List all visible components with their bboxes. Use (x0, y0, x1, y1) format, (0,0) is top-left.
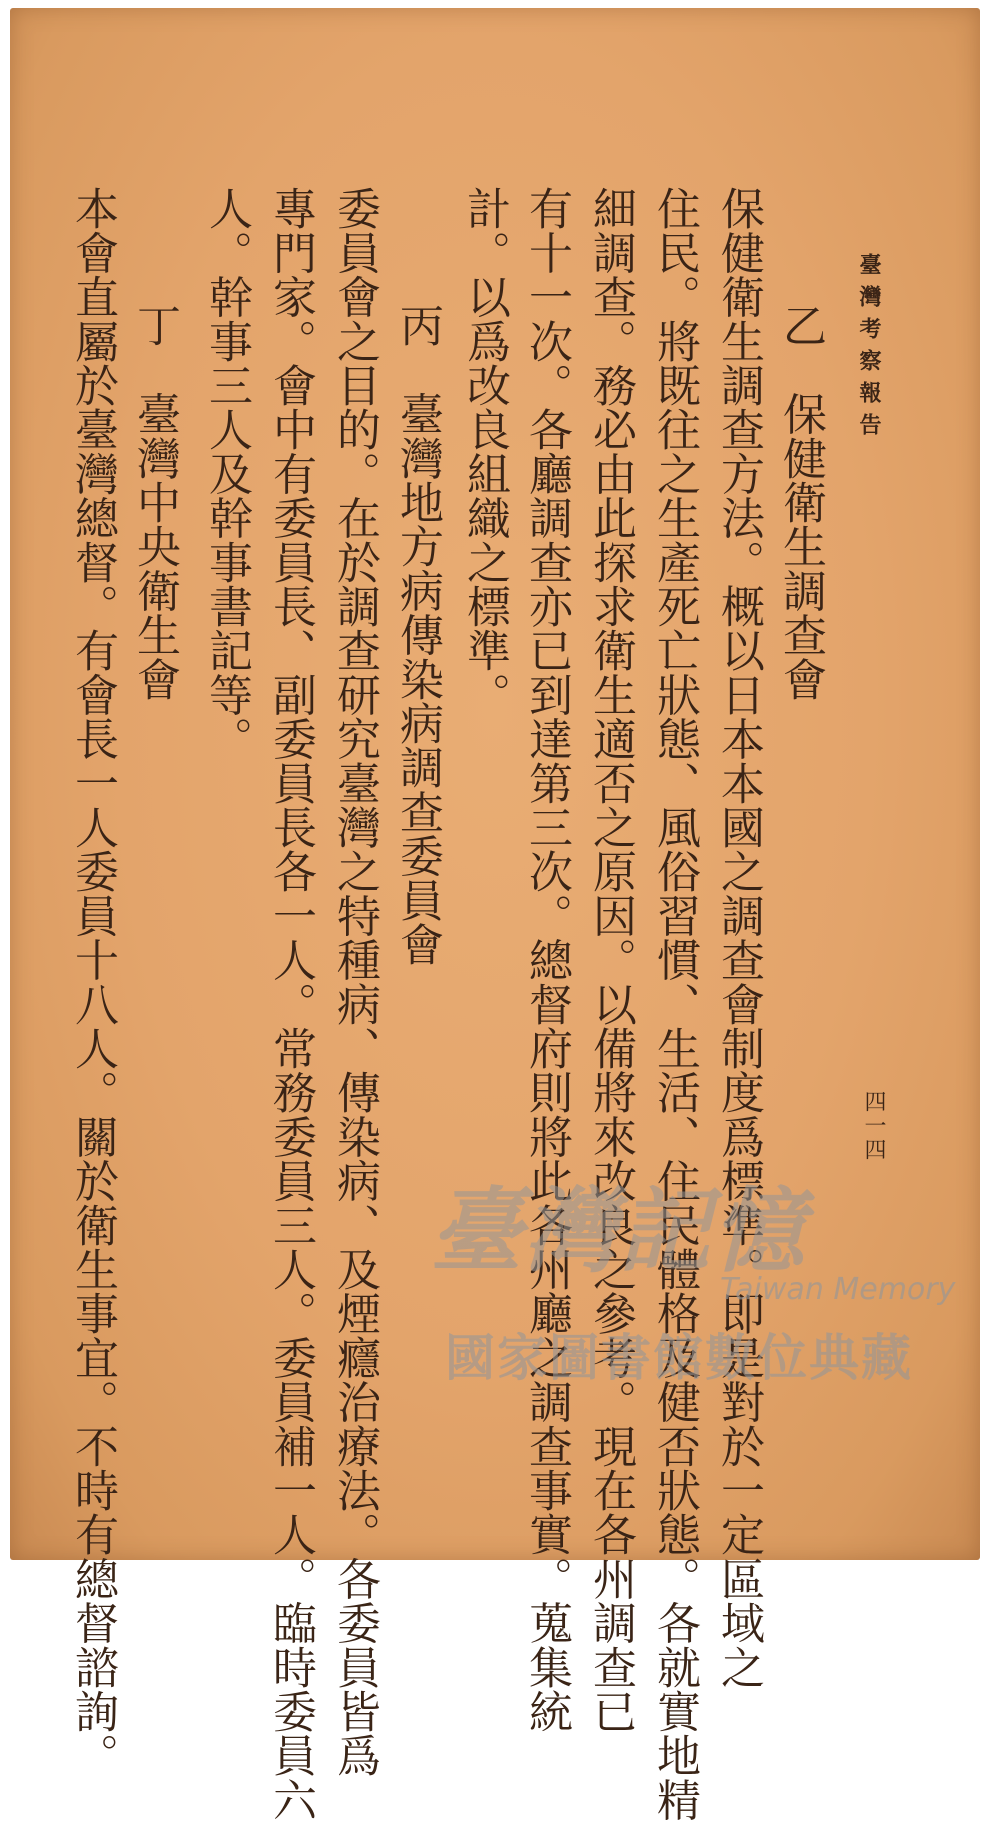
section-heading-ding: 丁 臺灣中央衛生會 (129, 303, 180, 701)
text-column: 有十一次。各廳調查亦已到達第三次。總督府則將此各州廳之調查事實。蒐集統 (521, 186, 572, 1733)
watermark-script: 臺灣記憶 (430, 1177, 807, 1285)
section-heading-yi: 乙 保健衛生調查會 (775, 303, 826, 701)
text-column: 計。以爲改良組織之標準。 (459, 186, 510, 717)
text-column: 保健衛生調查方法。概以日本本國之調查會制度爲標準。即是對於一定區域之 (713, 186, 764, 1689)
watermark-institution: 國家圖書館數位典藏 (445, 1329, 913, 1387)
page-number: 四一四 (861, 1090, 886, 1162)
running-head: 臺灣考察報告 (856, 253, 882, 445)
text-column: 委員會之目的。在於調查研究臺灣之特種病、傳染病、及煙癮治療法。各委員皆爲 (329, 186, 380, 1778)
text-column: 細調查。務必由此探求衛生適否之原因。以備將來改良之參考。現在各州調查已 (585, 186, 636, 1733)
text-column: 專門家。會中有委員長、副委員長各一人。常務委員三人。委員補一人。臨時委員六 (265, 186, 316, 1821)
text-column: 住民。將既往之生產死亡狀態、風俗習慣、生活、住民體格及健否狀態。各就實地精 (649, 186, 700, 1821)
watermark-english: Taiwan Memory (720, 1272, 956, 1307)
text-column: 本會直屬於臺灣總督。有會長一人委員十八人。關於衛生事宜。不時有總督諮詢。 (67, 186, 118, 1778)
section-heading-bing: 丙 臺灣地方病傳染病調查委員會 (392, 303, 443, 966)
text-column: 人。幹事三人及幹事書記等。 (201, 186, 252, 761)
